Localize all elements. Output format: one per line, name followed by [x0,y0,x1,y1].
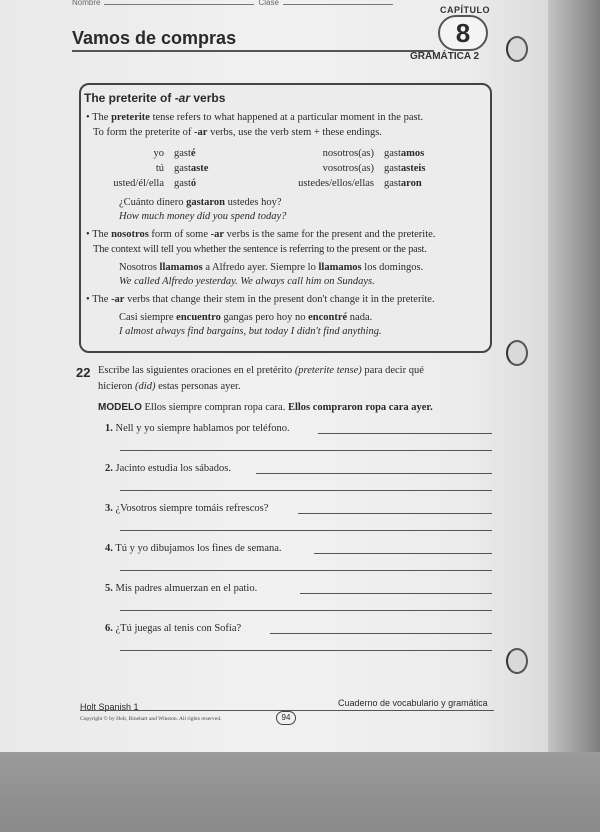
model-label: MODELO [98,402,142,413]
example-spanish: Nosotros llamamos a Alfredo ayer. Siempre lo llamamos los domingos. [119,262,424,273]
binder-hole [506,36,528,62]
answer-line[interactable] [120,450,492,451]
workbook-title: Cuaderno de vocabulario y gramática [338,698,488,708]
exercise-number: 22 [76,365,91,380]
example-english: We called Alfredo yesterday. We always call him on Sundays. [119,276,375,287]
chapter-label: CAPÍTULO [440,5,490,15]
form-vosotros: gastasteis [384,163,426,174]
answer-line[interactable] [314,553,492,554]
bullet-nosotros-line1: • The nosotros form of some -ar verbs is the same for the present and the preterite. [86,229,436,240]
answer-line[interactable] [298,513,492,514]
pronoun-usted: usted/él/ella [113,178,164,189]
answer-line[interactable] [270,633,492,634]
bullet-nosotros-line2: The context will tell you whether the sentence is referring to the present or the past. [93,244,427,255]
pronoun-tu: tú [155,163,164,174]
binder-hole [506,648,528,674]
exercise-item-3: 3. ¿Vosotros siempre tomáis refrescos? [105,503,269,514]
pronoun-ustedes: ustedes/ellos/ellas [298,178,374,189]
answer-line[interactable] [120,610,492,611]
bullet-preterite-line2: To form the preterite of -ar verbs, use the verb stem + these endings. [93,127,382,138]
exercise-item-6: 6. ¿Tú juegas al tenis con Sofía? [105,623,242,634]
bullet-stem-change: • The -ar verbs that change their stem in the present don't change it in the preterite. [86,294,435,305]
answer-line[interactable] [256,473,492,474]
binder-edge [548,0,600,752]
form-nosotros: gastamos [384,148,425,159]
example-english: I almost always find bargains, but today I didn't find anything. [119,326,382,337]
example-spanish: Casi siempre encuentro gangas pero hoy no encontré nada. [119,312,373,323]
class-label: Clase [258,0,279,7]
section-label: GRAMÁTICA 2 [410,51,480,62]
example-english: How much money did you spend today? [119,211,287,222]
copyright: Copyright © by Holt, Rinehart and Winston. All rights reserved. [80,716,222,722]
exercise-item-1: 1. Nell y yo siempre hablamos por teléfono. [105,423,290,434]
answer-line[interactable] [120,570,492,571]
form-usted: gastó [174,178,197,189]
bullet-preterite-line1: • The preterite tense refers to what happened at a particular moment in the past. [86,112,424,123]
page-number: 94 [276,711,296,725]
answer-line[interactable] [300,593,492,594]
exercise-instructions-line2: hicieron (did) estas personas ayer. [98,381,241,392]
model-prompt: Ellos siempre compran ropa cara. [144,402,286,413]
answer-line[interactable] [120,490,492,491]
background-surface [0,752,600,832]
answer-line[interactable] [318,433,492,434]
exercise-instructions-line1: Escribe las siguientes oraciones en el pretérito (preterite tense) para decir qué [98,365,424,376]
name-class-line [72,0,397,7]
title-divider [72,50,434,52]
answer-line[interactable] [120,530,492,531]
pronoun-yo: yo [153,148,164,159]
model-answer: Ellos compraron ropa cara ayer. [287,402,433,413]
form-ustedes: gastaron [384,178,422,189]
answer-line[interactable] [120,650,492,651]
model-example [98,402,433,413]
name-label: Nombre [72,0,101,7]
page-title: Vamos de compras [72,28,237,48]
chapter-number: 8 [438,15,488,51]
grammar-box-title: The preterite of -ar verbs [84,91,226,105]
exercise-item-2: 2. Jacinto estudia los sábados. [105,463,231,474]
book-title: Holt Spanish 1 [80,702,139,712]
example-spanish: ¿Cuánto dinero gastaron ustedes hoy? [119,197,282,208]
pronoun-vosotros: vosotros(as) [322,163,374,174]
pronoun-nosotros: nosotros(as) [322,148,374,159]
form-tu: gastaste [174,163,209,174]
binder-hole [506,340,528,366]
exercise-item-5: 5. Mis padres almuerzan en el patio. [105,583,258,594]
form-yo: gasté [174,148,196,159]
exercise-item-4: 4. Tú y yo dibujamos los fines de semana. [105,543,282,554]
